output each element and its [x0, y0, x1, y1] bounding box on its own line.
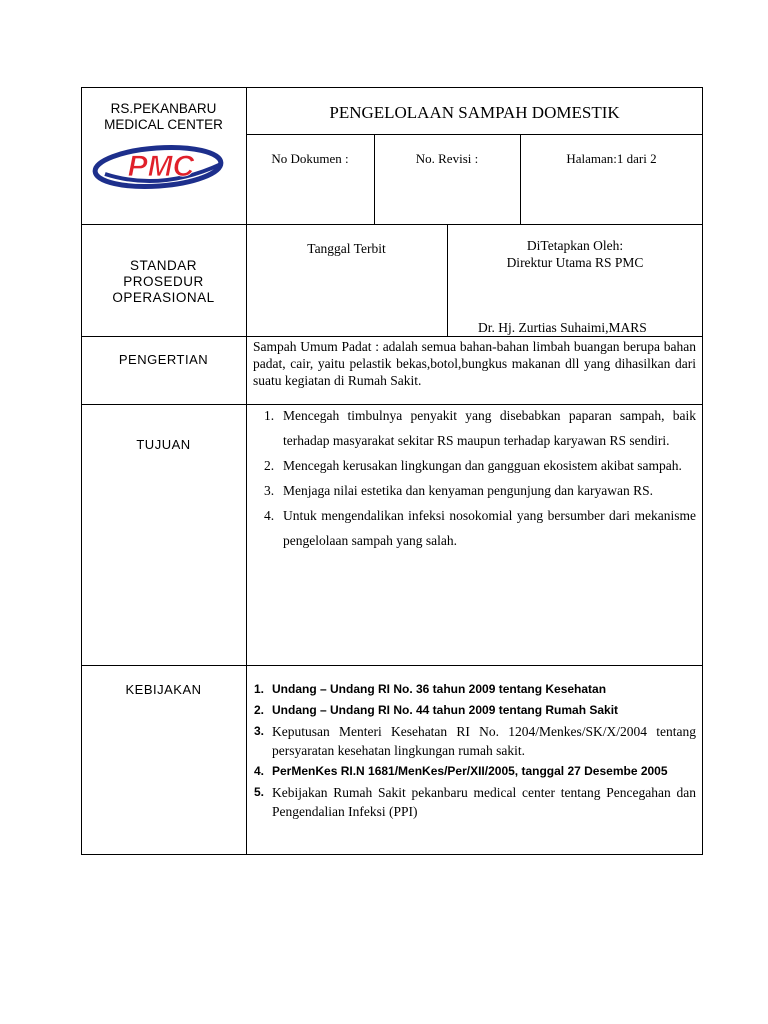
kebijakan-item-text: Undang – Undang RI No. 36 tahun 2009 tentang Kesehatan	[272, 682, 607, 696]
kebijakan-item-text: Kebijakan Rumah Sakit pekanbaru medical center tentang Pencegahan dan Pengendalian Infeksi (PPI)	[272, 785, 696, 819]
kebijakan-item	[246, 680, 696, 699]
direktur: Direktur Utama RS PMC	[506, 255, 644, 270]
kebijakan-item-number: 3.	[254, 724, 265, 738]
row-divider-sop	[81, 336, 703, 337]
tujuan-item-number: 3.	[264, 483, 275, 498]
pengertian-text: Sampah Umum Padat : adalah semua bahan-bahan limbah buangan berupa bahan padat, cair, yaitu pelastik bekas,botol,bungkus makanan dll yang dihasilkan dari suatu kegiatan di Rumah Sakit.	[253, 339, 696, 388]
logo-text: PMC	[127, 150, 195, 183]
border-top	[81, 87, 703, 88]
kebijakan-item	[246, 783, 696, 821]
kebijakan-item-text: PerMenKes RI.N 1681/MenKes/Per/XII/2005, tanggal 27 Desembe 2005	[272, 764, 668, 778]
tanggal-terbit: Tanggal Terbit	[307, 241, 386, 256]
document-title: PENGELOLAAN SAMPAH DOMESTIK	[329, 103, 620, 122]
sop-label-line1: STANDAR	[129, 258, 197, 273]
hospital-name-line1: RS.PEKANBARU	[110, 101, 217, 116]
tujuan-item-text: Mencegah timbulnya penyakit yang disebabkan paparan sampah, baik terhadap masyarakat sekitar RS maupun terhadap karyawan RS sendiri.	[283, 408, 696, 448]
kebijakan-item	[246, 701, 696, 720]
meta-divider-2	[520, 134, 521, 224]
ditetapkan-oleh-block	[447, 237, 703, 271]
pmc-logo-mark	[91, 144, 229, 190]
title-divider	[246, 134, 703, 135]
kebijakan-list	[246, 680, 696, 823]
no-revisi: No. Revisi :	[415, 151, 479, 166]
border-right	[702, 87, 703, 855]
kebijakan-item-text: Keputusan Menteri Kesehatan RI No. 1204/Menkes/SK/X/2004 tentang persyaratan kesehatan lingkungan rumah sakit.	[272, 724, 696, 758]
tujuan-item-text: Mencegah kerusakan lingkungan dan gangguan ekosistem akibat sampah.	[283, 458, 682, 473]
tujuan-item-text: Untuk mengendalikan infeksi nosokomial yang bersumber dari mekanisme pengelolaan sampah yang salah.	[283, 508, 696, 548]
kebijakan-label: KEBIJAKAN	[125, 682, 202, 697]
hospital-name-line2: MEDICAL CENTER	[104, 117, 223, 132]
kebijakan-item-number: 2.	[254, 703, 265, 717]
kebijakan-item	[246, 762, 696, 781]
border-bottom	[81, 854, 703, 855]
tujuan-item	[246, 503, 696, 553]
tujuan-item	[246, 453, 696, 478]
tujuan-item	[246, 478, 696, 503]
sop-label	[81, 258, 246, 306]
pmc-logo	[91, 144, 229, 190]
kebijakan-item	[246, 722, 696, 760]
sop-label-line3: OPERASIONAL	[112, 290, 215, 305]
halaman: Halaman:1 dari 2	[566, 151, 657, 166]
sop-document	[81, 87, 703, 855]
kebijakan-item-number: 5.	[254, 785, 265, 799]
tujuan-item-number: 1.	[264, 408, 275, 423]
tujuan-item	[246, 403, 696, 453]
kebijakan-item-text: Undang – Undang RI No. 44 tahun 2009 tentang Rumah Sakit	[272, 703, 619, 717]
ditetapkan-oleh: DiTetapkan Oleh:	[526, 238, 624, 253]
tujuan-label: TUJUAN	[136, 437, 191, 452]
border-left	[81, 87, 82, 855]
signatory-name: Dr. Hj. Zurtias Suhaimi,MARS	[478, 320, 647, 335]
no-dokumen: No Dokumen :	[271, 151, 349, 166]
tujuan-item-number: 2.	[264, 458, 275, 473]
sop-label-line2: PROSEDUR	[123, 274, 204, 289]
tujuan-list	[246, 403, 696, 553]
hospital-name	[81, 101, 246, 133]
kebijakan-item-number: 1.	[254, 682, 265, 696]
row-divider-tujuan	[81, 665, 703, 666]
tujuan-item-number: 4.	[264, 508, 275, 523]
row-divider-header	[81, 224, 703, 225]
tujuan-item-text: Menjaga nilai estetika dan kenyaman pengunjung dan karyawan RS.	[283, 483, 654, 498]
kebijakan-item-number: 4.	[254, 764, 265, 778]
pengertian-label: PENGERTIAN	[118, 352, 209, 367]
meta-divider-1	[374, 134, 375, 224]
